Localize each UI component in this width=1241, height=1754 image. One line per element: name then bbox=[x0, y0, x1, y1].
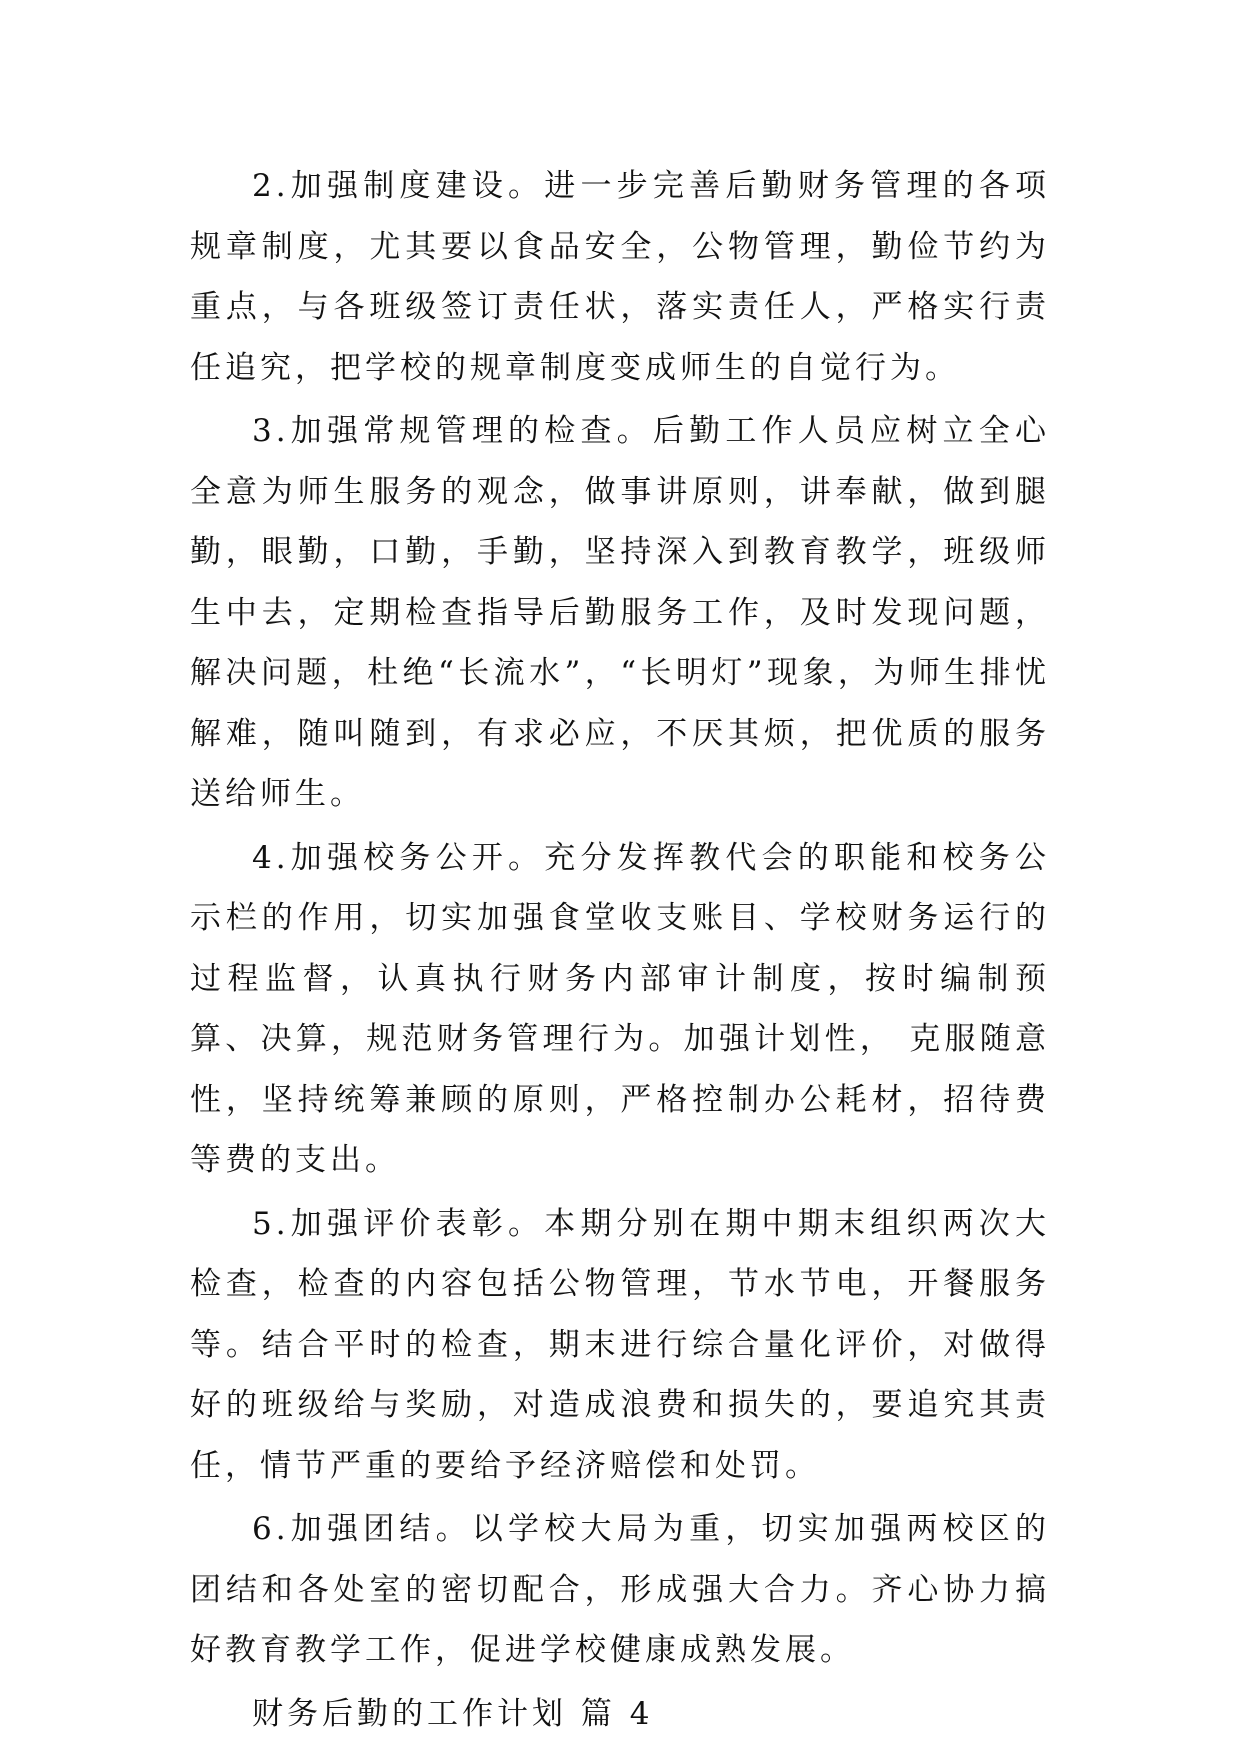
paragraph-item-6: 6.加强团结。以学校大局为重，切实加强两校区的团结和各处室的密切配合，形成强大合力。齐心协力搞好教育教学工作，促进学校健康成熟发展。 bbox=[190, 1511, 1050, 1668]
paragraph-item-2: 2.加强制度建设。进一步完善后勤财务管理的各项规章制度，尤其要以食品安全，公物管理，勤俭节约为重点，与各班级签订责任状，落实责任人，严格实行责任追究，把学校的规章制度变成师生的自觉行为。 bbox=[190, 168, 1050, 386]
document-body bbox=[190, 156, 1050, 1744]
section-heading: 财务后勤的工作计划 篇 4 bbox=[252, 1695, 654, 1732]
paragraph-item-5: 5.加强评价表彰。本期分别在期中期末组织两次大检查，检查的内容包括公物管理，节水节电，开餐服务等。结合平时的检查，期末进行综合量化评价，对做得好的班级给与奖励，对造成浪费和损失的，要追究其责任，情节严重的要给予经济赔偿和处罚。 bbox=[190, 1205, 1050, 1484]
paragraph-item-3: 3.加强常规管理的检查。后勤工作人员应树立全心全意为师生服务的观念，做事讲原则，讲奉献，做到腿勤，眼勤，口勤，手勤，坚持深入到教育教学，班级师生中去，定期检查指导后勤服务工作，及时发现问题，解决问题，杜绝“长流水”，“长明灯”现象，为师生排忧解难，随叫随到，有求必应，不厌其烦，把优质的服务送给师生。 bbox=[190, 413, 1050, 812]
paragraph-item-4: 4.加强校务公开。充分发挥教代会的职能和校务公示栏的作用，切实加强食堂收支账目、学校财务运行的过程监督，认真执行财务内部审计制度，按时编制预算、决算，规范财务管理行为。加强计划性， 克服随意性，坚持统筹兼顾的原则，严格控制办公耗材，招待费等费的支出。 bbox=[190, 839, 1050, 1178]
